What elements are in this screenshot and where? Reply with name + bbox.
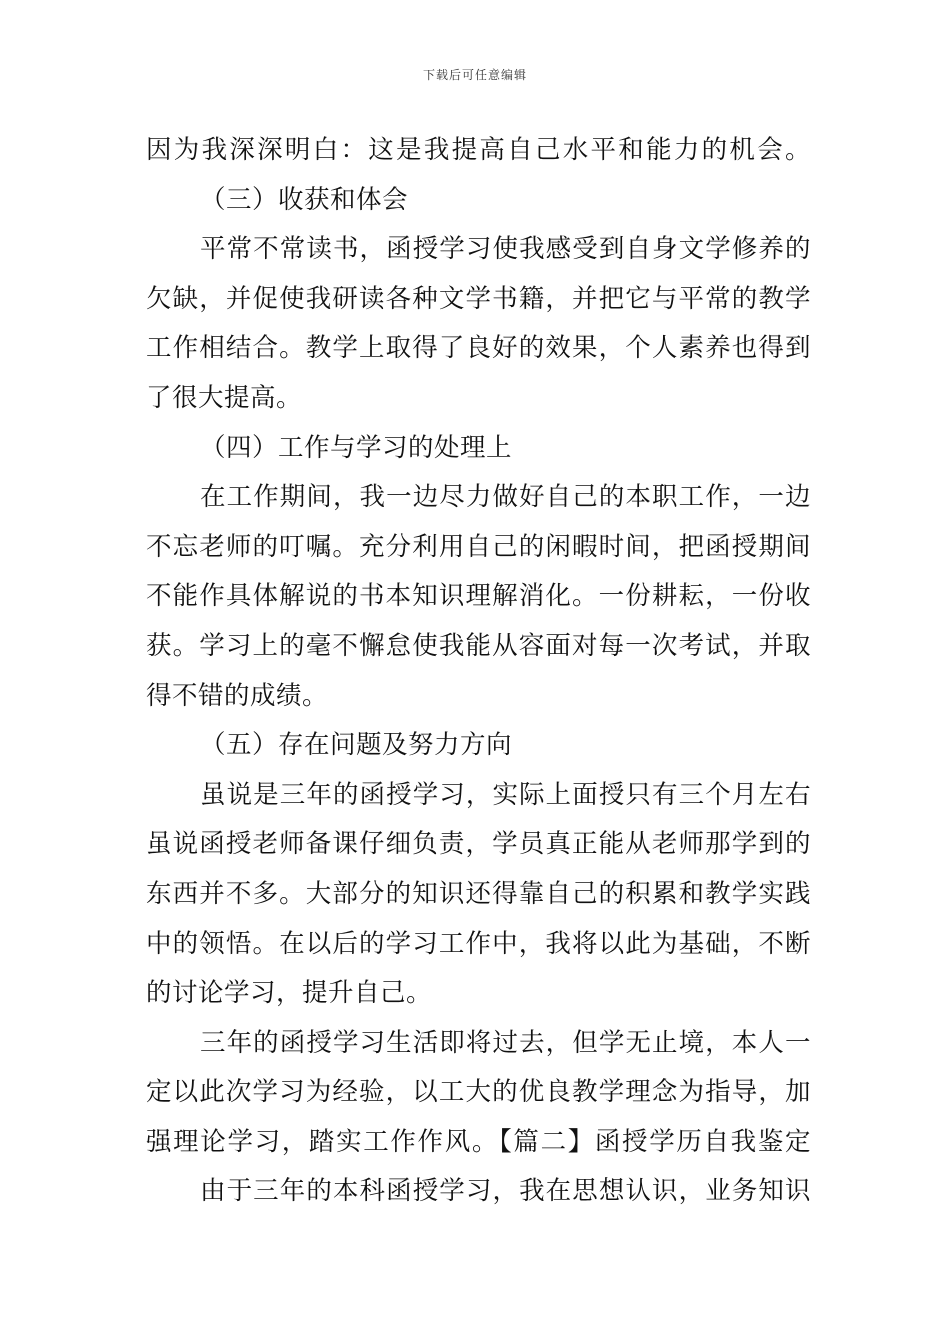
section-heading: （五）存在问题及努力方向 [200, 730, 513, 761]
section-heading: （三）收获和体会 [200, 184, 409, 215]
text-line: 平常不常读书，函授学习使我感受到自身文学修养的 [200, 234, 811, 265]
text-line: 在工作期间，我一边尽力做好自己的本职工作，一边 [200, 482, 811, 513]
text-line: 不忘老师的叮嘱。充分利用自己的闲暇时间，把函授期间 [146, 531, 811, 562]
text-line: 虽说是三年的函授学习，实际上面授只有三个月左右 [200, 779, 811, 810]
text-line: 中的领悟。在以后的学习工作中，我将以此为基础，不断 [146, 928, 811, 959]
text-line: 的讨论学习，提升自己。 [146, 978, 433, 1009]
page-header: 下载后可任意编辑 [422, 68, 527, 82]
text-line: 强理论学习，踏实工作作风。【篇二】函授学历自我鉴定 [146, 1126, 811, 1157]
text-line: 了很大提高。 [146, 382, 303, 413]
text-line: 因为我深深明白：这是我提高自己水平和能力的机会。 [146, 135, 811, 165]
text-line: 三年的函授学习生活即将过去，但学无止境，本人一 [200, 1027, 811, 1058]
text-line: 定以此次学习为经验，以工大的优良教学理念为指导，加 [146, 1077, 811, 1108]
text-line: 东西并不多。大部分的知识还得靠自己的积累和教学实践 [146, 878, 811, 909]
text-line: 欠缺，并促使我研读各种文学书籍，并把它与平常的教学 [146, 283, 811, 314]
text-line: 不能作具体解说的书本知识理解消化。一份耕耘，一份收 [146, 581, 811, 612]
text-line: 虽说函授老师备课仔细负责，学员真正能从老师那学到的 [146, 829, 811, 860]
section-heading: （四）工作与学习的处理上 [200, 432, 513, 463]
text-line: 得不错的成绩。 [146, 680, 329, 711]
text-line: 获。学习上的毫不懈怠使我能从容面对每一次考试，并取 [146, 630, 811, 661]
text-line: 工作相结合。教学上取得了良好的效果，个人素养也得到 [146, 333, 811, 364]
text-line: 由于三年的本科函授学习，我在思想认识，业务知识 [200, 1176, 811, 1207]
document-body [146, 126, 811, 1217]
